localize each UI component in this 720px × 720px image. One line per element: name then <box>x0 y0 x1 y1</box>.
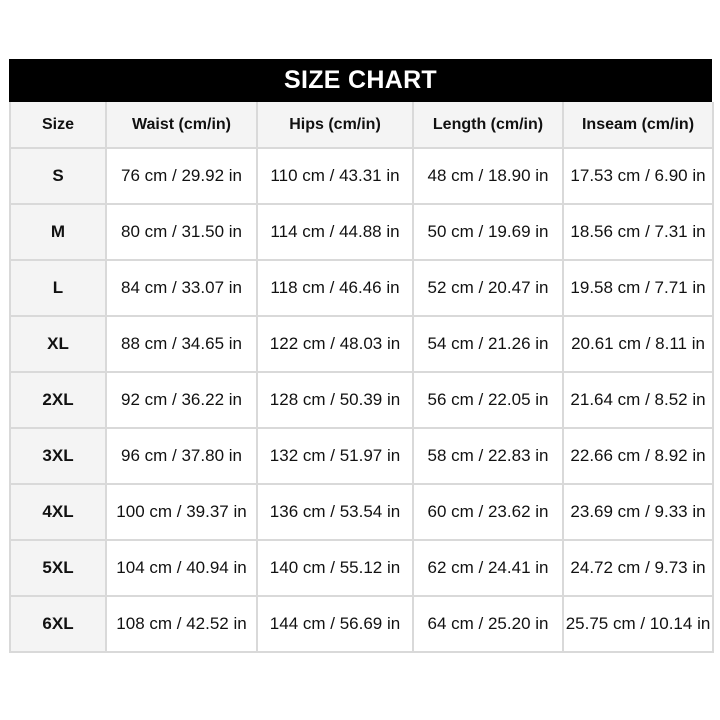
size-label: M <box>10 204 106 260</box>
table-row <box>10 148 713 204</box>
inseam-value: 24.72 cm / 9.73 in <box>563 540 713 596</box>
waist-value: 92 cm / 36.22 in <box>106 372 257 428</box>
waist-value: 104 cm / 40.94 in <box>106 540 257 596</box>
waist-value: 96 cm / 37.80 in <box>106 428 257 484</box>
inseam-value: 17.53 cm / 6.90 in <box>563 148 713 204</box>
waist-value: 80 cm / 31.50 in <box>106 204 257 260</box>
size-label: 3XL <box>10 428 106 484</box>
inseam-value: 23.69 cm / 9.33 in <box>563 484 713 540</box>
inseam-value: 25.75 cm / 10.14 in <box>563 596 713 652</box>
header-inseam: Inseam (cm/in) <box>563 102 713 148</box>
size-label: 4XL <box>10 484 106 540</box>
length-value: 56 cm / 22.05 in <box>413 372 563 428</box>
size-label: 2XL <box>10 372 106 428</box>
header-hips: Hips (cm/in) <box>257 102 413 148</box>
hips-value: 144 cm / 56.69 in <box>257 596 413 652</box>
hips-value: 128 cm / 50.39 in <box>257 372 413 428</box>
hips-value: 110 cm / 43.31 in <box>257 148 413 204</box>
size-chart <box>9 59 712 653</box>
inseam-value: 20.61 cm / 8.11 in <box>563 316 713 372</box>
hips-value: 114 cm / 44.88 in <box>257 204 413 260</box>
table-row <box>10 316 713 372</box>
inseam-value: 19.58 cm / 7.71 in <box>563 260 713 316</box>
header-row <box>10 102 713 148</box>
size-label: XL <box>10 316 106 372</box>
header-waist: Waist (cm/in) <box>106 102 257 148</box>
waist-value: 100 cm / 39.37 in <box>106 484 257 540</box>
size-label: L <box>10 260 106 316</box>
size-table <box>9 102 714 653</box>
length-value: 52 cm / 20.47 in <box>413 260 563 316</box>
hips-value: 132 cm / 51.97 in <box>257 428 413 484</box>
waist-value: 108 cm / 42.52 in <box>106 596 257 652</box>
table-row <box>10 260 713 316</box>
waist-value: 84 cm / 33.07 in <box>106 260 257 316</box>
size-label: 6XL <box>10 596 106 652</box>
inseam-value: 21.64 cm / 8.52 in <box>563 372 713 428</box>
inseam-value: 22.66 cm / 8.92 in <box>563 428 713 484</box>
size-label: S <box>10 148 106 204</box>
length-value: 64 cm / 25.20 in <box>413 596 563 652</box>
chart-title: SIZE CHART <box>9 59 712 102</box>
table-row <box>10 540 713 596</box>
header-length: Length (cm/in) <box>413 102 563 148</box>
hips-value: 122 cm / 48.03 in <box>257 316 413 372</box>
length-value: 48 cm / 18.90 in <box>413 148 563 204</box>
length-value: 50 cm / 19.69 in <box>413 204 563 260</box>
inseam-value: 18.56 cm / 7.31 in <box>563 204 713 260</box>
table-row <box>10 372 713 428</box>
length-value: 60 cm / 23.62 in <box>413 484 563 540</box>
length-value: 58 cm / 22.83 in <box>413 428 563 484</box>
waist-value: 76 cm / 29.92 in <box>106 148 257 204</box>
table-row <box>10 596 713 652</box>
table-row <box>10 484 713 540</box>
table-row <box>10 204 713 260</box>
waist-value: 88 cm / 34.65 in <box>106 316 257 372</box>
header-size: Size <box>10 102 106 148</box>
hips-value: 118 cm / 46.46 in <box>257 260 413 316</box>
table-row <box>10 428 713 484</box>
size-label: 5XL <box>10 540 106 596</box>
hips-value: 136 cm / 53.54 in <box>257 484 413 540</box>
length-value: 54 cm / 21.26 in <box>413 316 563 372</box>
hips-value: 140 cm / 55.12 in <box>257 540 413 596</box>
length-value: 62 cm / 24.41 in <box>413 540 563 596</box>
